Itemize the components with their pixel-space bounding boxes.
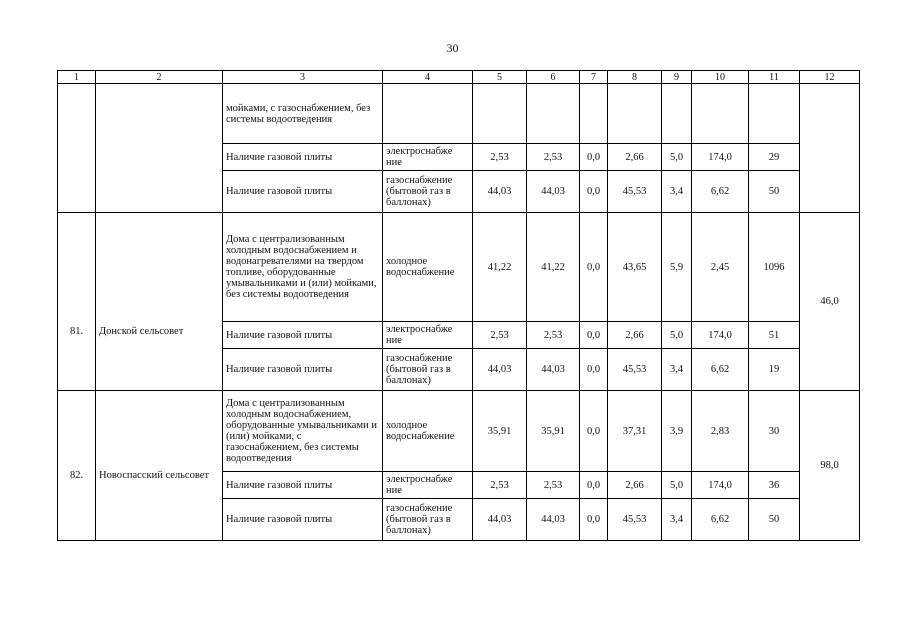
value-cell: 41,22 bbox=[527, 213, 580, 322]
value-cell bbox=[580, 84, 608, 144]
column-header: 3 bbox=[223, 71, 383, 84]
value-cell: 41,22 bbox=[473, 213, 527, 322]
description-cell: Наличие газовой плиты bbox=[223, 349, 383, 391]
number-cell: 82. bbox=[58, 391, 96, 541]
table-row bbox=[58, 213, 860, 322]
value-cell: 3,4 bbox=[662, 349, 692, 391]
utility-cell: холодное водоснабжение bbox=[383, 213, 473, 322]
value-cell: 3,4 bbox=[662, 499, 692, 541]
value-cell bbox=[608, 84, 662, 144]
value-cell: 35,91 bbox=[527, 391, 580, 472]
value-cell: 45,53 bbox=[608, 349, 662, 391]
column-header: 8 bbox=[608, 71, 662, 84]
column-header: 10 bbox=[692, 71, 749, 84]
utility-cell: электроснабже ние bbox=[383, 144, 473, 171]
value-cell: 5,0 bbox=[662, 144, 692, 171]
value-cell bbox=[692, 84, 749, 144]
value-cell: 2,66 bbox=[608, 144, 662, 171]
column-header: 6 bbox=[527, 71, 580, 84]
value-cell: 45,53 bbox=[608, 171, 662, 213]
description-cell: Наличие газовой плиты bbox=[223, 322, 383, 349]
column-header: 9 bbox=[662, 71, 692, 84]
utility-cell: холодное водоснабжение bbox=[383, 391, 473, 472]
column-header: 4 bbox=[383, 71, 473, 84]
value-cell: 45,53 bbox=[608, 499, 662, 541]
column-header: 1 bbox=[58, 71, 96, 84]
value-cell: 5,9 bbox=[662, 213, 692, 322]
value-cell: 2,53 bbox=[473, 322, 527, 349]
value-cell: 6,62 bbox=[692, 499, 749, 541]
value-cell: 0,0 bbox=[580, 349, 608, 391]
value-cell bbox=[473, 84, 527, 144]
value-cell: 30 bbox=[749, 391, 800, 472]
value-cell: 3,9 bbox=[662, 391, 692, 472]
value-cell: 19 bbox=[749, 349, 800, 391]
column-header: 11 bbox=[749, 71, 800, 84]
description-cell: Дома с централизованным холодным водоснабжением, оборудованные умывальниками и (или) мойками, с газоснабжением, без системы водоотведения bbox=[223, 391, 383, 472]
value-cell: 0,0 bbox=[580, 144, 608, 171]
description-cell: Наличие газовой плиты bbox=[223, 499, 383, 541]
value-cell: 1096 bbox=[749, 213, 800, 322]
column-header: 12 bbox=[800, 71, 860, 84]
value-cell: 43,65 bbox=[608, 213, 662, 322]
value-cell: 2,66 bbox=[608, 472, 662, 499]
description-cell: Наличие газовой плиты bbox=[223, 472, 383, 499]
description-cell: Наличие газовой плиты bbox=[223, 171, 383, 213]
value-cell: 51 bbox=[749, 322, 800, 349]
utility-cell: газоснабжение (бытовой газ в баллонах) bbox=[383, 349, 473, 391]
total-cell: 98,0 bbox=[800, 391, 860, 541]
value-cell: 2,83 bbox=[692, 391, 749, 472]
description-cell: мойками, с газоснабжением, без системы водоотведения bbox=[223, 84, 383, 144]
value-cell: 44,03 bbox=[473, 349, 527, 391]
number-cell bbox=[58, 84, 96, 213]
utility-cell bbox=[383, 84, 473, 144]
value-cell: 44,03 bbox=[473, 499, 527, 541]
value-cell: 2,53 bbox=[527, 472, 580, 499]
value-cell: 0,0 bbox=[580, 171, 608, 213]
value-cell: 2,45 bbox=[692, 213, 749, 322]
value-cell: 174,0 bbox=[692, 322, 749, 349]
value-cell: 29 bbox=[749, 144, 800, 171]
total-cell bbox=[800, 84, 860, 213]
value-cell: 0,0 bbox=[580, 391, 608, 472]
value-cell: 44,03 bbox=[527, 349, 580, 391]
value-cell: 44,03 bbox=[473, 171, 527, 213]
column-header: 2 bbox=[96, 71, 223, 84]
value-cell: 6,62 bbox=[692, 171, 749, 213]
value-cell bbox=[527, 84, 580, 144]
utility-cell: газоснабжение (бытовой газ в баллонах) bbox=[383, 171, 473, 213]
name-cell: Донской сельсовет bbox=[96, 213, 223, 391]
value-cell: 3,4 bbox=[662, 171, 692, 213]
value-cell: 2,66 bbox=[608, 322, 662, 349]
description-cell: Наличие газовой плиты bbox=[223, 144, 383, 171]
value-cell: 0,0 bbox=[580, 499, 608, 541]
page-number: 30 bbox=[446, 41, 459, 55]
utility-cell: газоснабжение (бытовой газ в баллонах) bbox=[383, 499, 473, 541]
value-cell: 2,53 bbox=[527, 322, 580, 349]
value-cell: 0,0 bbox=[580, 472, 608, 499]
value-cell: 36 bbox=[749, 472, 800, 499]
tariff-table bbox=[57, 70, 860, 541]
value-cell: 5,0 bbox=[662, 472, 692, 499]
description-cell: Дома с централизованным холодным водоснабжением и водонагревателями на твердом топливе, оборудованные умывальниками и (или) мойками, без системы водоотведения bbox=[223, 213, 383, 322]
value-cell: 5,0 bbox=[662, 322, 692, 349]
value-cell: 44,03 bbox=[527, 499, 580, 541]
value-cell: 2,53 bbox=[473, 472, 527, 499]
value-cell: 35,91 bbox=[473, 391, 527, 472]
table-row bbox=[58, 84, 860, 144]
name-cell: Новоспасский сельсовет bbox=[96, 391, 223, 541]
value-cell: 0,0 bbox=[580, 213, 608, 322]
value-cell: 0,0 bbox=[580, 322, 608, 349]
value-cell: 2,53 bbox=[473, 144, 527, 171]
value-cell: 174,0 bbox=[692, 144, 749, 171]
utility-cell: электроснабже ние bbox=[383, 322, 473, 349]
column-header: 7 bbox=[580, 71, 608, 84]
utility-cell: электроснабже ние bbox=[383, 472, 473, 499]
value-cell: 37,31 bbox=[608, 391, 662, 472]
total-cell: 46,0 bbox=[800, 213, 860, 391]
value-cell: 44,03 bbox=[527, 171, 580, 213]
value-cell: 174,0 bbox=[692, 472, 749, 499]
name-cell bbox=[96, 84, 223, 213]
header-row bbox=[58, 71, 860, 84]
column-header: 5 bbox=[473, 71, 527, 84]
value-cell: 6,62 bbox=[692, 349, 749, 391]
value-cell: 2,53 bbox=[527, 144, 580, 171]
value-cell: 50 bbox=[749, 171, 800, 213]
value-cell: 50 bbox=[749, 499, 800, 541]
number-cell: 81. bbox=[58, 213, 96, 391]
table-row bbox=[58, 391, 860, 472]
value-cell bbox=[749, 84, 800, 144]
value-cell bbox=[662, 84, 692, 144]
